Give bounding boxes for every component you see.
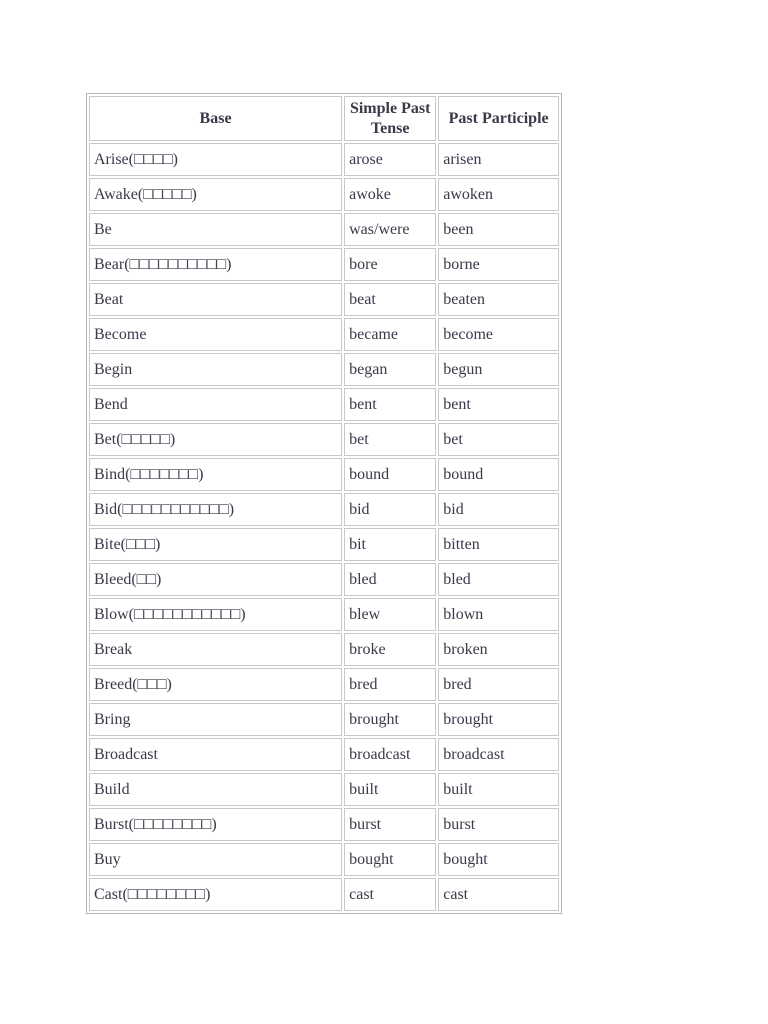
cell-simple-past: was/were — [344, 213, 436, 246]
table-row — [89, 353, 559, 386]
cell-simple-past: bid — [344, 493, 436, 526]
cell-simple-past: bought — [344, 843, 436, 876]
cell-base: Bind(□□□□□□□) — [89, 458, 342, 491]
cell-simple-past: bound — [344, 458, 436, 491]
table-row — [89, 738, 559, 771]
cell-base: Build — [89, 773, 342, 806]
table-row — [89, 563, 559, 596]
header-simple-past: Simple Past Tense — [344, 96, 436, 141]
cell-past-participle: brought — [438, 703, 559, 736]
table-row — [89, 598, 559, 631]
table-row — [89, 143, 559, 176]
cell-past-participle: bent — [438, 388, 559, 421]
cell-past-participle: become — [438, 318, 559, 351]
cell-base: Bid(□□□□□□□□□□□) — [89, 493, 342, 526]
cell-past-participle: been — [438, 213, 559, 246]
cell-base: Bring — [89, 703, 342, 736]
cell-past-participle: begun — [438, 353, 559, 386]
cell-past-participle: bound — [438, 458, 559, 491]
header-base: Base — [89, 96, 342, 141]
table-row — [89, 808, 559, 841]
table-header — [89, 96, 559, 141]
table-row — [89, 843, 559, 876]
cell-simple-past: bet — [344, 423, 436, 456]
cell-simple-past: broadcast — [344, 738, 436, 771]
table-row — [89, 773, 559, 806]
cell-past-participle: awoken — [438, 178, 559, 211]
cell-base: Bleed(□□) — [89, 563, 342, 596]
table-row — [89, 213, 559, 246]
table-row — [89, 178, 559, 211]
table-row — [89, 283, 559, 316]
cell-base: Broadcast — [89, 738, 342, 771]
header-row — [89, 96, 559, 141]
header-past-participle: Past Participle — [438, 96, 559, 141]
cell-simple-past: began — [344, 353, 436, 386]
irregular-verbs-table — [86, 93, 562, 914]
cell-simple-past: bled — [344, 563, 436, 596]
cell-base: Burst(□□□□□□□□) — [89, 808, 342, 841]
cell-past-participle: burst — [438, 808, 559, 841]
cell-simple-past: beat — [344, 283, 436, 316]
cell-simple-past: bore — [344, 248, 436, 281]
cell-past-participle: broken — [438, 633, 559, 666]
cell-base: Bear(□□□□□□□□□□) — [89, 248, 342, 281]
cell-simple-past: bent — [344, 388, 436, 421]
cell-simple-past: built — [344, 773, 436, 806]
table-row — [89, 703, 559, 736]
cell-base: Be — [89, 213, 342, 246]
cell-simple-past: bred — [344, 668, 436, 701]
table-row — [89, 878, 559, 911]
cell-base: Bend — [89, 388, 342, 421]
cell-past-participle: broadcast — [438, 738, 559, 771]
table-row — [89, 388, 559, 421]
table-row — [89, 528, 559, 561]
table-row — [89, 493, 559, 526]
cell-past-participle: built — [438, 773, 559, 806]
cell-past-participle: cast — [438, 878, 559, 911]
cell-simple-past: arose — [344, 143, 436, 176]
cell-base: Buy — [89, 843, 342, 876]
cell-past-participle: bought — [438, 843, 559, 876]
cell-past-participle: bitten — [438, 528, 559, 561]
cell-past-participle: bet — [438, 423, 559, 456]
cell-base: Awake(□□□□□) — [89, 178, 342, 211]
cell-past-participle: bred — [438, 668, 559, 701]
cell-simple-past: awoke — [344, 178, 436, 211]
cell-base: Bite(□□□) — [89, 528, 342, 561]
cell-simple-past: bit — [344, 528, 436, 561]
table-body — [89, 143, 559, 911]
cell-simple-past: became — [344, 318, 436, 351]
cell-past-participle: blown — [438, 598, 559, 631]
cell-past-participle: bled — [438, 563, 559, 596]
cell-base: Breed(□□□) — [89, 668, 342, 701]
cell-base: Arise(□□□□) — [89, 143, 342, 176]
table-row — [89, 318, 559, 351]
cell-base: Become — [89, 318, 342, 351]
table-row — [89, 248, 559, 281]
cell-base: Break — [89, 633, 342, 666]
cell-base: Beat — [89, 283, 342, 316]
cell-simple-past: cast — [344, 878, 436, 911]
cell-past-participle: bid — [438, 493, 559, 526]
cell-simple-past: broke — [344, 633, 436, 666]
table-row — [89, 668, 559, 701]
cell-past-participle: arisen — [438, 143, 559, 176]
table-row — [89, 633, 559, 666]
table-row — [89, 458, 559, 491]
cell-base: Cast(□□□□□□□□) — [89, 878, 342, 911]
cell-simple-past: brought — [344, 703, 436, 736]
cell-past-participle: beaten — [438, 283, 559, 316]
cell-base: Bet(□□□□□) — [89, 423, 342, 456]
table-row — [89, 423, 559, 456]
cell-simple-past: burst — [344, 808, 436, 841]
cell-base: Begin — [89, 353, 342, 386]
cell-simple-past: blew — [344, 598, 436, 631]
cell-base: Blow(□□□□□□□□□□□) — [89, 598, 342, 631]
cell-past-participle: borne — [438, 248, 559, 281]
